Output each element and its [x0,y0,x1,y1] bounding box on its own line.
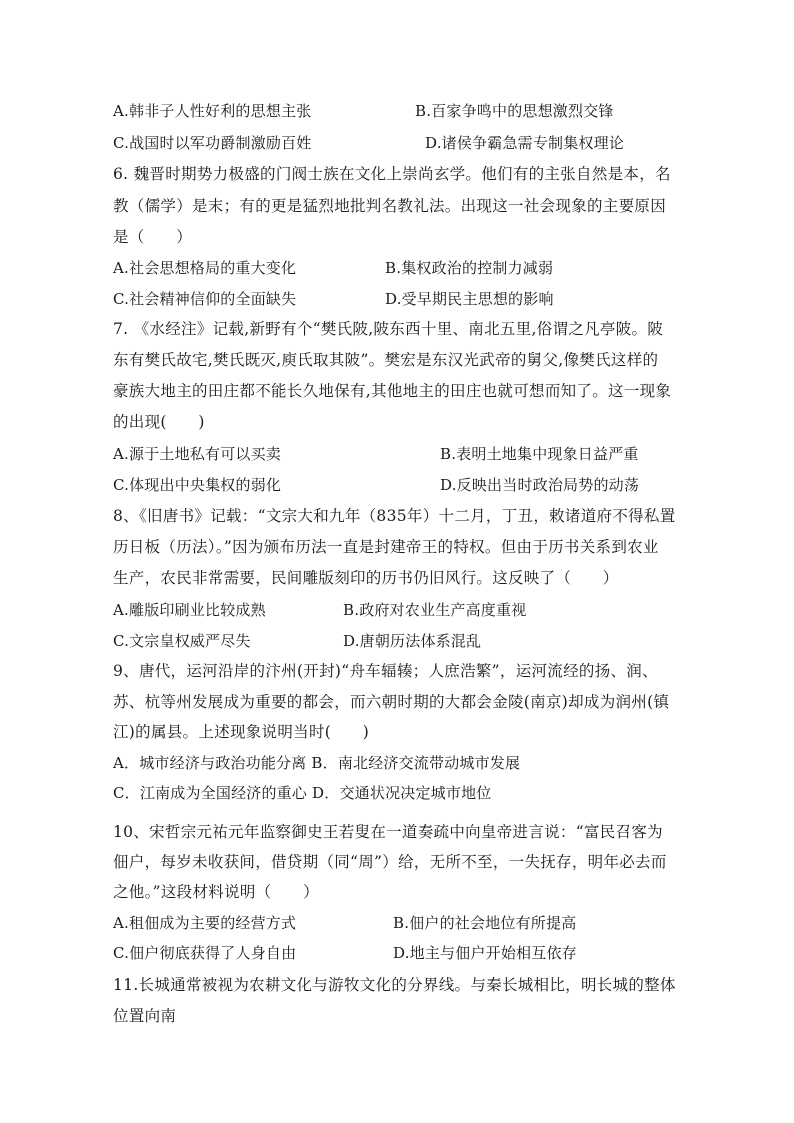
q7-stem-line-2: 东有樊氏故宅,樊氏既灭,庾氏取其陂”。樊宏是东汉光武帝的舅父,像樊氏这样的 [113,351,659,369]
q6-option-d: D.受早期民主思想的影响 [385,290,554,308]
q5-option-d: D.诸侯争霸急需专制集权理论 [425,134,625,152]
q10-option-d: D.地主与佃户开始相互依存 [393,944,577,962]
q8-option-c: C.文宗皇权威严尽失 [113,632,251,650]
q10-stem-line-3: 之他。”这段材料说明（ ） [113,883,319,901]
q9-stem-line-1: 9、唐代，运河沿岸的汴州(开封)“舟车辐辏；人庶浩繁”，运河流经的扬、润、 [113,662,658,680]
q7-option-c: C.体现出中央集权的弱化 [113,476,282,494]
q6-option-a: A.社会思想格局的重大变化 [113,259,297,277]
q11-stem-line-1: 11.长城通常被视为农耕文化与游牧文化的分界线。与秦长城相比，明长城的整体 [113,976,676,994]
q6-stem-line-1: 6. 魏晋时期势力极盛的门阀士族在文化上崇尚玄学。他们有的主张自然是本，名 [113,165,671,183]
q8-option-b: B.政府对农业生产高度重视 [343,601,527,619]
q10-option-b: B.佃户的社会地位有所提高 [393,914,577,932]
q6-option-c: C.社会精神信仰的全面缺失 [113,290,297,308]
q10-option-c: C.佃户彻底获得了人身自由 [113,944,297,962]
q6-stem-line-2: 教（儒学）是末；有的更是猛烈地批判名教礼法。出现这一社会现象的主要原因 [113,197,667,215]
q6-stem-line-3: 是（ ） [113,228,193,246]
q8-option-a: A.雕版印刷业比较成熟 [113,601,266,619]
q8-stem-line-1: 8、《旧唐书》记载：“文宗大和九年（835年）十二月，丁丑，敕诸道府不得私置 [113,507,676,525]
q7-option-d: D.反映出当时政治局势的动荡 [440,476,640,494]
q7-stem-line-4: 的出现( ) [113,413,205,431]
q5-option-c: C.战国时以军功爵制激励百姓 [113,134,312,152]
q8-stem-line-3: 生产，农民非常需要，民间雕版刻印的历书仍旧风行。这反映了（ ） [113,569,619,587]
q5-option-b: B.百家争鸣中的思想激烈交锋 [415,102,614,120]
q9-options-cd: C．江南成为全国经济的重心 D．交通状况决定城市地位 [113,784,492,802]
q7-stem-line-1: 7. 《水经注》记载,新野有个“樊氏陂,陂东西十里、南北五里,俗谓之凡亭陂。陂 [113,320,664,338]
q11-stem-line-2: 位置向南 [113,1007,177,1025]
q9-stem-line-3: 江)的属县。上述现象说明当时( ) [113,723,370,741]
q10-stem-line-1: 10、宋哲宗元祐元年监察御史王若叟在一道奏疏中向皇帝进言说：“富民召客为 [113,823,663,841]
q8-stem-line-2: 历日板（历法）。”因为颁布历法一直是封建帝王的特权。但由于历书关系到农业 [113,538,659,556]
q10-stem-line-2: 佃户，每岁未收获间，借贷期（同“周”）给，无所不至，一失抚存，明年必去而 [113,853,667,871]
q7-option-b: B.表明土地集中现象日益严重 [440,445,639,463]
q7-stem-line-3: 豪族大地主的田庄都不能长久地保有,其他地主的田庄也就可想而知了。这一现象 [113,382,672,400]
q9-options-ab: A．城市经济与政治功能分离 B．南北经济交流带动城市发展 [113,754,521,772]
q7-option-a: A.源于土地私有可以买卖 [113,445,282,463]
q10-option-a: A.租佃成为主要的经营方式 [113,914,297,932]
q6-option-b: B.集权政治的控制力减弱 [385,259,554,277]
q8-option-d: D.唐朝历法体系混乱 [343,632,482,650]
q9-stem-line-2: 苏、杭等州发展成为重要的都会，而六朝时期的大都会金陵(南京)却成为润州(镇 [113,693,670,711]
q5-option-a: A.韩非子人性好利的思想主张 [113,102,312,120]
